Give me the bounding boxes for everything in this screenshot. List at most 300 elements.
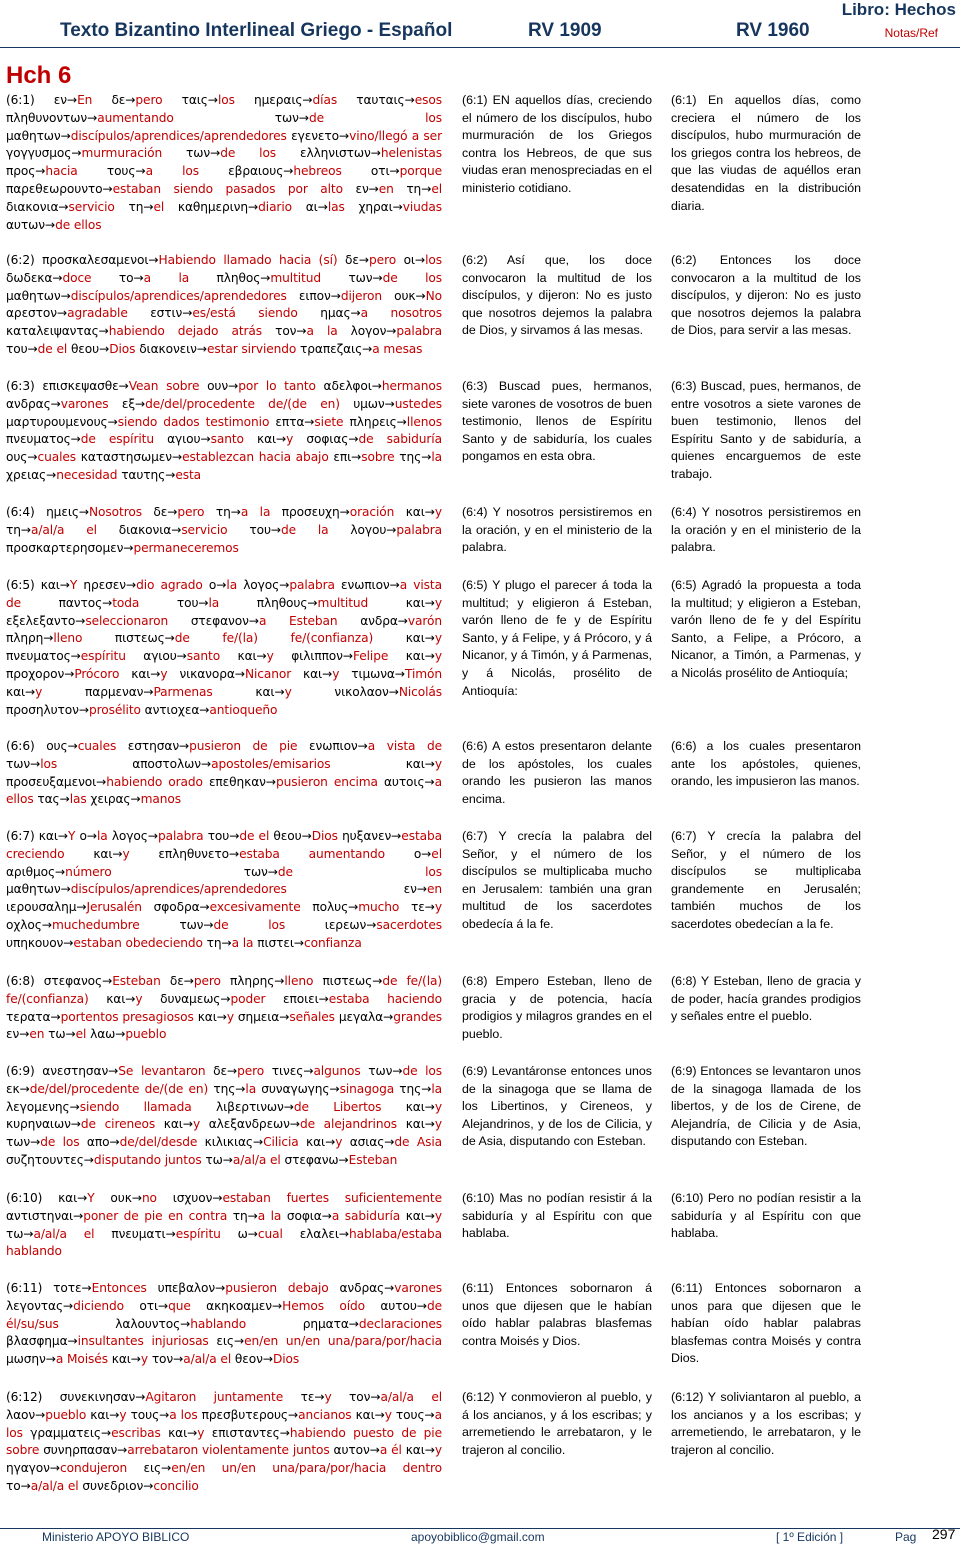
greek-word: εστιν [150, 306, 183, 321]
greek-word: και [106, 991, 126, 1006]
arrow-icon: → [424, 756, 435, 771]
arrow-icon: → [351, 450, 362, 465]
arrow-icon: → [370, 146, 381, 161]
arrow-icon: → [78, 702, 89, 717]
arrow-icon: → [203, 917, 214, 932]
spanish-gloss: la [208, 595, 220, 610]
arrow-icon: → [394, 666, 405, 681]
spanish-gloss: necesidad [56, 467, 118, 482]
spanish-gloss: toda [112, 595, 140, 610]
spanish-gloss: Cilicia [263, 1135, 299, 1150]
verse-rv1909: (6:8) Empero Esteban, lleno de gracia y de potencia, hacía prodigios y milagros grandes en el pueblo. [462, 974, 652, 1041]
spanish-gloss: diciendo [73, 1298, 124, 1313]
spanish-gloss: de [220, 146, 236, 161]
arrow-icon: → [171, 522, 182, 537]
greek-word: των [179, 917, 204, 932]
arrow-icon: → [279, 1425, 290, 1440]
arrow-icon: → [307, 595, 318, 610]
spanish-gloss: sinagoga [339, 1081, 395, 1096]
spanish-gloss: ustedes [394, 396, 442, 411]
spanish-gloss: a/al/a el [33, 1226, 95, 1241]
arrow-icon: → [180, 1316, 191, 1331]
greek-word: μαθητων [6, 882, 61, 897]
greek-word: τιμωνα [351, 666, 395, 681]
greek-word: και [355, 1407, 375, 1422]
header-book: Libro: Hechos [841, 0, 956, 19]
arrow-icon: → [131, 1191, 142, 1205]
greek-word: επισκεψασθε [42, 379, 119, 393]
spanish-gloss: la [245, 1081, 257, 1096]
arrow-icon: → [317, 199, 328, 214]
spanish-gloss: agradable [67, 306, 128, 321]
greek-word: και [405, 756, 425, 771]
greek-word: ισχυον [172, 1191, 213, 1205]
spanish-gloss: multitud [270, 270, 321, 285]
arrow-icon: → [87, 110, 98, 125]
greek-word: συναγωγης [261, 1081, 330, 1096]
arrow-icon: → [125, 93, 136, 107]
arrow-icon: → [50, 1009, 61, 1024]
greek-word: και [111, 1352, 131, 1367]
verse-rv1960: (6:11) Entonces sobornaron a unos para que dijesen que le habían oído hablar palabras blasfemas contra Moisés y contra Dios. [671, 1281, 861, 1366]
greek-word: αυτου [380, 1298, 417, 1313]
arrow-icon: → [301, 829, 312, 843]
spanish-gloss: Nicanor [244, 666, 292, 681]
footer-ministry: Ministerio APOYO BIBLICO [42, 1530, 190, 1544]
spanish-gloss: y [286, 432, 294, 447]
arrow-icon: → [173, 1352, 184, 1367]
arrow-icon: → [41, 917, 52, 932]
arrow-icon: → [143, 1478, 154, 1493]
arrow-icon: → [35, 164, 46, 179]
spanish-gloss: y [384, 1407, 392, 1422]
verse-greek-interlinear [6, 828, 442, 953]
greek-word: σημεια [237, 1009, 280, 1024]
spanish-gloss: discípulos/aprendices/aprendedores [70, 288, 287, 303]
verse-ref: (6:1) [6, 93, 35, 107]
greek-word: τω [205, 1152, 223, 1167]
greek-word: ουν [207, 379, 229, 393]
spanish-gloss: Dios [311, 829, 338, 843]
spanish-gloss: palabra [396, 324, 442, 339]
greek-word: ους [6, 450, 28, 465]
greek-word: καταλειψαντας [6, 324, 99, 339]
greek-word: και [237, 649, 257, 664]
footer-edition: [ 1º Edición ] [776, 1530, 844, 1544]
spanish-gloss: estaba aumentando [239, 846, 386, 861]
arrow-icon: → [199, 702, 210, 717]
spanish-gloss: de Asia [394, 1135, 442, 1150]
greek-word: ανδρα [360, 613, 398, 628]
arrow-icon: → [117, 1443, 128, 1458]
spanish-gloss: de cireneos [80, 1117, 156, 1132]
arrow-icon: → [99, 341, 110, 356]
spanish-gloss: cual [257, 1226, 283, 1241]
greek-word: και [405, 595, 425, 610]
greek-word: και [163, 1117, 183, 1132]
spanish-gloss: a [145, 164, 153, 179]
greek-word: τους [130, 1407, 160, 1422]
greek-word: ελληνιστων [299, 146, 371, 161]
greek-word: ιερουσαλημ [6, 900, 77, 915]
arrow-icon: → [46, 467, 57, 482]
spanish-gloss: a/al/a el [232, 1152, 281, 1167]
arrow-icon: → [159, 1407, 170, 1422]
arrow-icon: → [338, 1152, 349, 1167]
arrow-icon: → [123, 540, 134, 555]
spanish-gloss: estaba creciendo [6, 829, 442, 861]
greek-word: αυτων [6, 217, 45, 232]
verse-rv1960: (6:5) Agradó la propuesta a toda la multitud; y eligieron a Esteban, varón lleno de fe y del Espíritu Santo, a Felipe, a Prócoro, a Nicanor, a Timón, a Parmenas, y a Nicolás prosélito de Antioquía; [671, 578, 861, 680]
spanish-gloss: en [29, 1027, 45, 1042]
arrow-icon: → [43, 631, 54, 646]
arrow-icon: → [371, 379, 382, 393]
spanish-gloss: Prócoro [74, 666, 120, 681]
greek-word: θεου [273, 829, 302, 843]
spanish-gloss: servicio [181, 522, 228, 537]
greek-word: και [405, 631, 425, 646]
spanish-gloss: los [425, 110, 443, 125]
arrow-icon: → [100, 1425, 112, 1440]
greek-word: και [405, 1099, 425, 1114]
spanish-gloss: las [327, 199, 345, 214]
spanish-gloss: dejado atrás [177, 324, 263, 339]
greek-word: ημας [320, 306, 351, 321]
arrow-icon: → [384, 1281, 395, 1295]
greek-word: πληρεις [349, 414, 397, 429]
spanish-gloss: el [431, 181, 442, 196]
spanish-gloss: arrebataron violentamente juntos [127, 1443, 330, 1458]
verse-rv1909: (6:5) Y plugo el parecer á toda la multitud; y eligieron á Esteban, varón lleno de fe y de Espíritu Santo, y á Felipe, y á Prócoro, y á Nicanor, y á Timón, y á Parmenas, y á Nicolás, prosélito de Antioquía: [462, 578, 652, 698]
arrow-icon: → [226, 1064, 238, 1078]
spanish-gloss: grandes [393, 1009, 443, 1024]
spanish-gloss: Y [67, 829, 76, 843]
spanish-gloss: en [426, 882, 442, 897]
spanish-gloss: estar sirviendo [207, 341, 297, 356]
spanish-gloss: pero [193, 974, 221, 988]
spanish-gloss: los [217, 93, 235, 107]
greek-word: τραπεζαις [300, 341, 363, 356]
spanish-gloss: esos [414, 93, 442, 107]
arrow-icon: → [215, 1281, 226, 1295]
arrow-icon: → [296, 324, 307, 339]
greek-word: πιστεως [114, 631, 165, 646]
spanish-gloss: de fe/(la) fe/(confianza) [174, 631, 374, 646]
arrow-icon: → [78, 505, 90, 519]
spanish-gloss: por lo tanto [238, 379, 316, 393]
greek-word: εγενετο [291, 128, 339, 143]
arrow-icon: → [165, 467, 176, 482]
greek-word: δε [169, 974, 184, 988]
arrow-icon: → [70, 1117, 81, 1132]
verse-ref: (6:12) [6, 1390, 43, 1404]
greek-word: ουκ [110, 1191, 132, 1205]
spanish-gloss: a vista de [367, 739, 442, 753]
spanish-gloss: ancianos [298, 1407, 352, 1422]
arrow-icon: → [252, 1135, 264, 1150]
arrow-icon: → [274, 974, 285, 988]
arrow-icon: → [25, 684, 36, 699]
arrow-icon: → [76, 900, 87, 915]
spanish-gloss: y [122, 846, 130, 861]
greek-word: παντος [58, 595, 103, 610]
spanish-gloss: y [434, 505, 442, 519]
arrow-icon: → [109, 1407, 120, 1422]
verse-greek-interlinear [6, 1389, 442, 1496]
verse-rv1909: (6:4) Y nosotros persistiremos en la oración, y en el ministerio de la palabra. [462, 505, 652, 555]
spanish-gloss: de [213, 917, 229, 932]
greek-word: τη [232, 1208, 248, 1223]
greek-word: συνηρπασαν [43, 1443, 118, 1458]
arrow-icon: → [424, 900, 435, 915]
greek-word: τη [215, 505, 231, 519]
spanish-gloss: de/del/procedente de/(de en) [145, 396, 340, 411]
spanish-gloss: la [326, 324, 338, 339]
arrow-icon: → [57, 829, 68, 843]
spanish-gloss: discípulos/aprendices/aprendedores [70, 882, 287, 897]
greek-word: αγιου [167, 432, 201, 447]
spanish-gloss: de él/su/sus [6, 1298, 442, 1331]
greek-word: ακηκοαμεν [206, 1298, 273, 1313]
arrow-icon: → [102, 181, 113, 196]
greek-word: επι [333, 450, 352, 465]
spanish-gloss: la [226, 578, 238, 592]
spanish-gloss: declaraciones [358, 1316, 442, 1331]
footer-divider [0, 1528, 960, 1529]
spanish-gloss: pero [369, 253, 397, 267]
greek-word: και [38, 829, 58, 843]
arrow-icon: → [421, 846, 432, 861]
arrow-icon: → [58, 199, 69, 214]
arrow-icon: → [392, 199, 403, 214]
greek-word: προσκαλεσαμενοι [42, 253, 149, 267]
spanish-gloss: de sabiduría [358, 432, 442, 447]
greek-word: μωσην [6, 1352, 46, 1367]
greek-word: το [118, 270, 134, 285]
spanish-gloss: En [77, 93, 93, 107]
greek-word: γογγυσμος [6, 146, 72, 161]
spanish-gloss: manos [140, 792, 181, 807]
spanish-gloss: a la [231, 935, 254, 950]
arrow-icon: → [59, 578, 70, 592]
verse-rv1960: (6:12) Y soliviantaron al pueblo, a los ancianos y a los escribas; y arremetiendo, le arrebataron, y le trajeron al concilio. [671, 1390, 861, 1457]
spanish-gloss: de [382, 270, 398, 285]
greek-word: ταις [181, 93, 208, 107]
arrow-icon: → [207, 93, 218, 107]
arrow-icon: → [81, 1281, 92, 1295]
spanish-gloss: habiendo orado [106, 774, 203, 789]
spanish-gloss: y [335, 1135, 343, 1150]
greek-word: βλασφημα [6, 1334, 68, 1349]
arrow-icon: → [248, 613, 259, 628]
greek-word: προχορον [6, 666, 65, 681]
arrow-icon: → [148, 253, 159, 267]
spanish-gloss: santo [186, 649, 221, 664]
greek-word: τε [300, 1390, 315, 1404]
arrow-icon: → [75, 613, 86, 628]
arrow-icon: → [424, 505, 435, 519]
spanish-gloss: nosotros [390, 306, 443, 321]
greek-word: φιλιππον [291, 649, 343, 664]
spanish-gloss: palabra [396, 522, 442, 537]
greek-word: τερατα [6, 1009, 51, 1024]
spanish-gloss: lleno [53, 631, 83, 646]
spanish-gloss: insultantes injuriosas [77, 1334, 209, 1349]
arrow-icon: → [342, 649, 353, 664]
greek-word: καθημερινη [177, 199, 249, 214]
header-rv1960: RV 1960 [736, 20, 810, 41]
greek-word: καταστησωμεν [80, 450, 172, 465]
greek-word: και [58, 1191, 78, 1205]
greek-word: της [399, 1081, 422, 1096]
greek-word: και [405, 505, 425, 519]
arrow-icon: → [70, 649, 81, 664]
arrow-icon: → [19, 1081, 30, 1096]
arrow-icon: → [421, 450, 432, 465]
greek-word: πληθους [256, 595, 308, 610]
spanish-gloss: y [434, 649, 442, 664]
verse-ref: (6:8) [6, 974, 35, 988]
arrow-icon: → [30, 756, 41, 771]
arrow-icon: → [70, 432, 81, 447]
greek-word: νικανορα [179, 666, 235, 681]
greek-word: υμων [353, 396, 385, 411]
arrow-icon: → [374, 1407, 385, 1422]
spanish-gloss: hacia [45, 164, 78, 179]
greek-word: συζητουντες [6, 1152, 84, 1167]
spanish-gloss: antioqueño [209, 702, 278, 717]
arrow-icon: → [388, 684, 399, 699]
arrow-icon: → [112, 846, 123, 861]
greek-word: αντιοχεα [144, 702, 200, 717]
greek-word: αρεστον [6, 306, 57, 321]
greek-word: επτα [275, 414, 305, 429]
spanish-gloss: hablando [190, 1316, 247, 1331]
arrow-icon: → [77, 1191, 88, 1205]
greek-word: δε [153, 505, 168, 519]
greek-word: και [6, 684, 26, 699]
verse-ref: (6:6) [6, 739, 35, 753]
arrow-icon: → [187, 1425, 198, 1440]
verse-ref: (6:2) [6, 253, 35, 267]
spanish-gloss: Parmenas [153, 684, 213, 699]
arrow-icon: → [265, 774, 276, 789]
greek-word: και [197, 1009, 217, 1024]
spanish-gloss: y [434, 595, 442, 610]
spanish-gloss: y [119, 1407, 127, 1422]
arrow-icon: → [274, 684, 285, 699]
verse-rv1960: (6:2) Entonces los doce convocaron a la multitud de los discípulos, y dijeron: No es justo que nosotros dejemos la palabra de Dios, para servir a las mesas. [671, 253, 861, 338]
greek-word: χρειας [6, 467, 47, 482]
spanish-gloss: porque [399, 164, 442, 179]
arrow-icon: → [267, 864, 278, 879]
greek-word: λογον [350, 324, 387, 339]
arrow-icon: → [298, 110, 309, 125]
arrow-icon: → [322, 666, 333, 681]
spanish-gloss: a él [379, 1443, 402, 1458]
verse-rv1909: (6:6) A estos presentaron delante de los apóstoles, los cuales orando les pusieron las manos encima. [462, 739, 652, 806]
arrow-icon: → [210, 146, 221, 161]
header-title: Texto Bizantino Interlineal Griego - Español [60, 20, 453, 41]
spanish-gloss: de/del/procedente de/(de en) [29, 1081, 209, 1096]
spanish-gloss: sacerdotes [376, 917, 443, 932]
greek-word: του [176, 595, 199, 610]
verse-rv1909: (6:11) Entonces sobornaron á unos que dijesen que le habían oído hablar palabras blasfemas contra Moisés y Dios. [462, 1281, 652, 1348]
spanish-gloss: de Libertos [293, 1099, 382, 1114]
spanish-gloss: discípulos/aprendices/aprendedores [70, 128, 287, 143]
spanish-gloss: espíritu [80, 649, 126, 664]
arrow-icon: → [161, 1461, 172, 1476]
arrow-icon: → [67, 1334, 78, 1349]
spanish-gloss: Dios [272, 1352, 300, 1367]
verse-greek-interlinear [6, 504, 442, 557]
arrow-icon: → [69, 1099, 80, 1114]
arrow-icon: → [30, 1135, 41, 1150]
arrow-icon: → [287, 1407, 299, 1422]
arrow-icon: → [318, 991, 329, 1006]
arrow-icon: → [199, 900, 210, 915]
greek-word: και [40, 578, 60, 592]
greek-word: μαθητων [6, 288, 61, 303]
arrow-icon: → [109, 1135, 120, 1150]
greek-word: σοφια [286, 1208, 322, 1223]
arrow-icon: → [50, 396, 61, 411]
greek-word: οτι [139, 1298, 158, 1313]
arrow-icon: → [60, 882, 71, 897]
greek-word: ανεστησαν [42, 1064, 109, 1078]
spanish-gloss: de [308, 110, 325, 125]
greek-word: στεφανος [43, 974, 103, 988]
greek-word: τους [395, 1407, 425, 1422]
greek-word: λογου [350, 522, 387, 537]
verse-rv1960: (6:3) Buscad, pues, hermanos, de entre vosotros a siete varones de buen testimonio, llenos del Espíritu Santo y de sabiduría, a quienes encarguemos de este trabajo. [671, 379, 861, 481]
spanish-gloss: a Esteban [258, 613, 338, 628]
arrow-icon: → [196, 341, 208, 356]
greek-word: μαθητων [6, 128, 61, 143]
arrow-icon: → [329, 1081, 340, 1096]
spanish-gloss: escribas [111, 1425, 161, 1440]
spanish-gloss: siete [314, 414, 344, 429]
spanish-gloss: la [431, 450, 442, 465]
spanish-gloss: aumentando [97, 110, 174, 125]
spanish-gloss: confianza [303, 935, 362, 950]
verse-rv1909: (6:2) Así que, los doce convocaron la multitud de los discípulos, y dijeron: No es justo que nosotros dejemos la palabra de Dios, y sirvamos á las mesas. [462, 253, 652, 338]
spanish-gloss: el [153, 199, 165, 214]
verse-ref: (6:3) [6, 379, 35, 393]
chapter-title: Hch 6 [6, 62, 72, 89]
arrow-icon: → [272, 1298, 283, 1313]
spanish-gloss: a [360, 306, 369, 321]
arrow-icon: → [108, 1064, 119, 1078]
spanish-gloss: de los [40, 1135, 80, 1150]
spanish-gloss: Se levantaron [118, 1064, 206, 1078]
greek-word: απο [86, 1135, 110, 1150]
greek-word: ους [46, 739, 68, 753]
spanish-gloss: palabra [289, 578, 335, 592]
arrow-icon: → [147, 829, 158, 843]
spanish-gloss: poner de pie en contra [83, 1208, 228, 1223]
greek-word: λαω [90, 1027, 116, 1042]
verse-rv1909: (6:12) Y conmovieron al pueblo, y á los ancianos, y á los escribas; y arremetiendo le arrebataron, y le trajeron al concilio. [462, 1390, 652, 1457]
arrow-icon: → [71, 146, 82, 161]
arrow-icon: → [64, 666, 75, 681]
greek-word: προσευξαμενοι [6, 774, 97, 789]
arrow-icon: → [56, 306, 68, 321]
arrow-icon: → [325, 1135, 336, 1150]
arrow-icon: → [176, 649, 187, 664]
greek-word: τον [349, 1390, 371, 1404]
arrow-icon: → [303, 1064, 314, 1078]
